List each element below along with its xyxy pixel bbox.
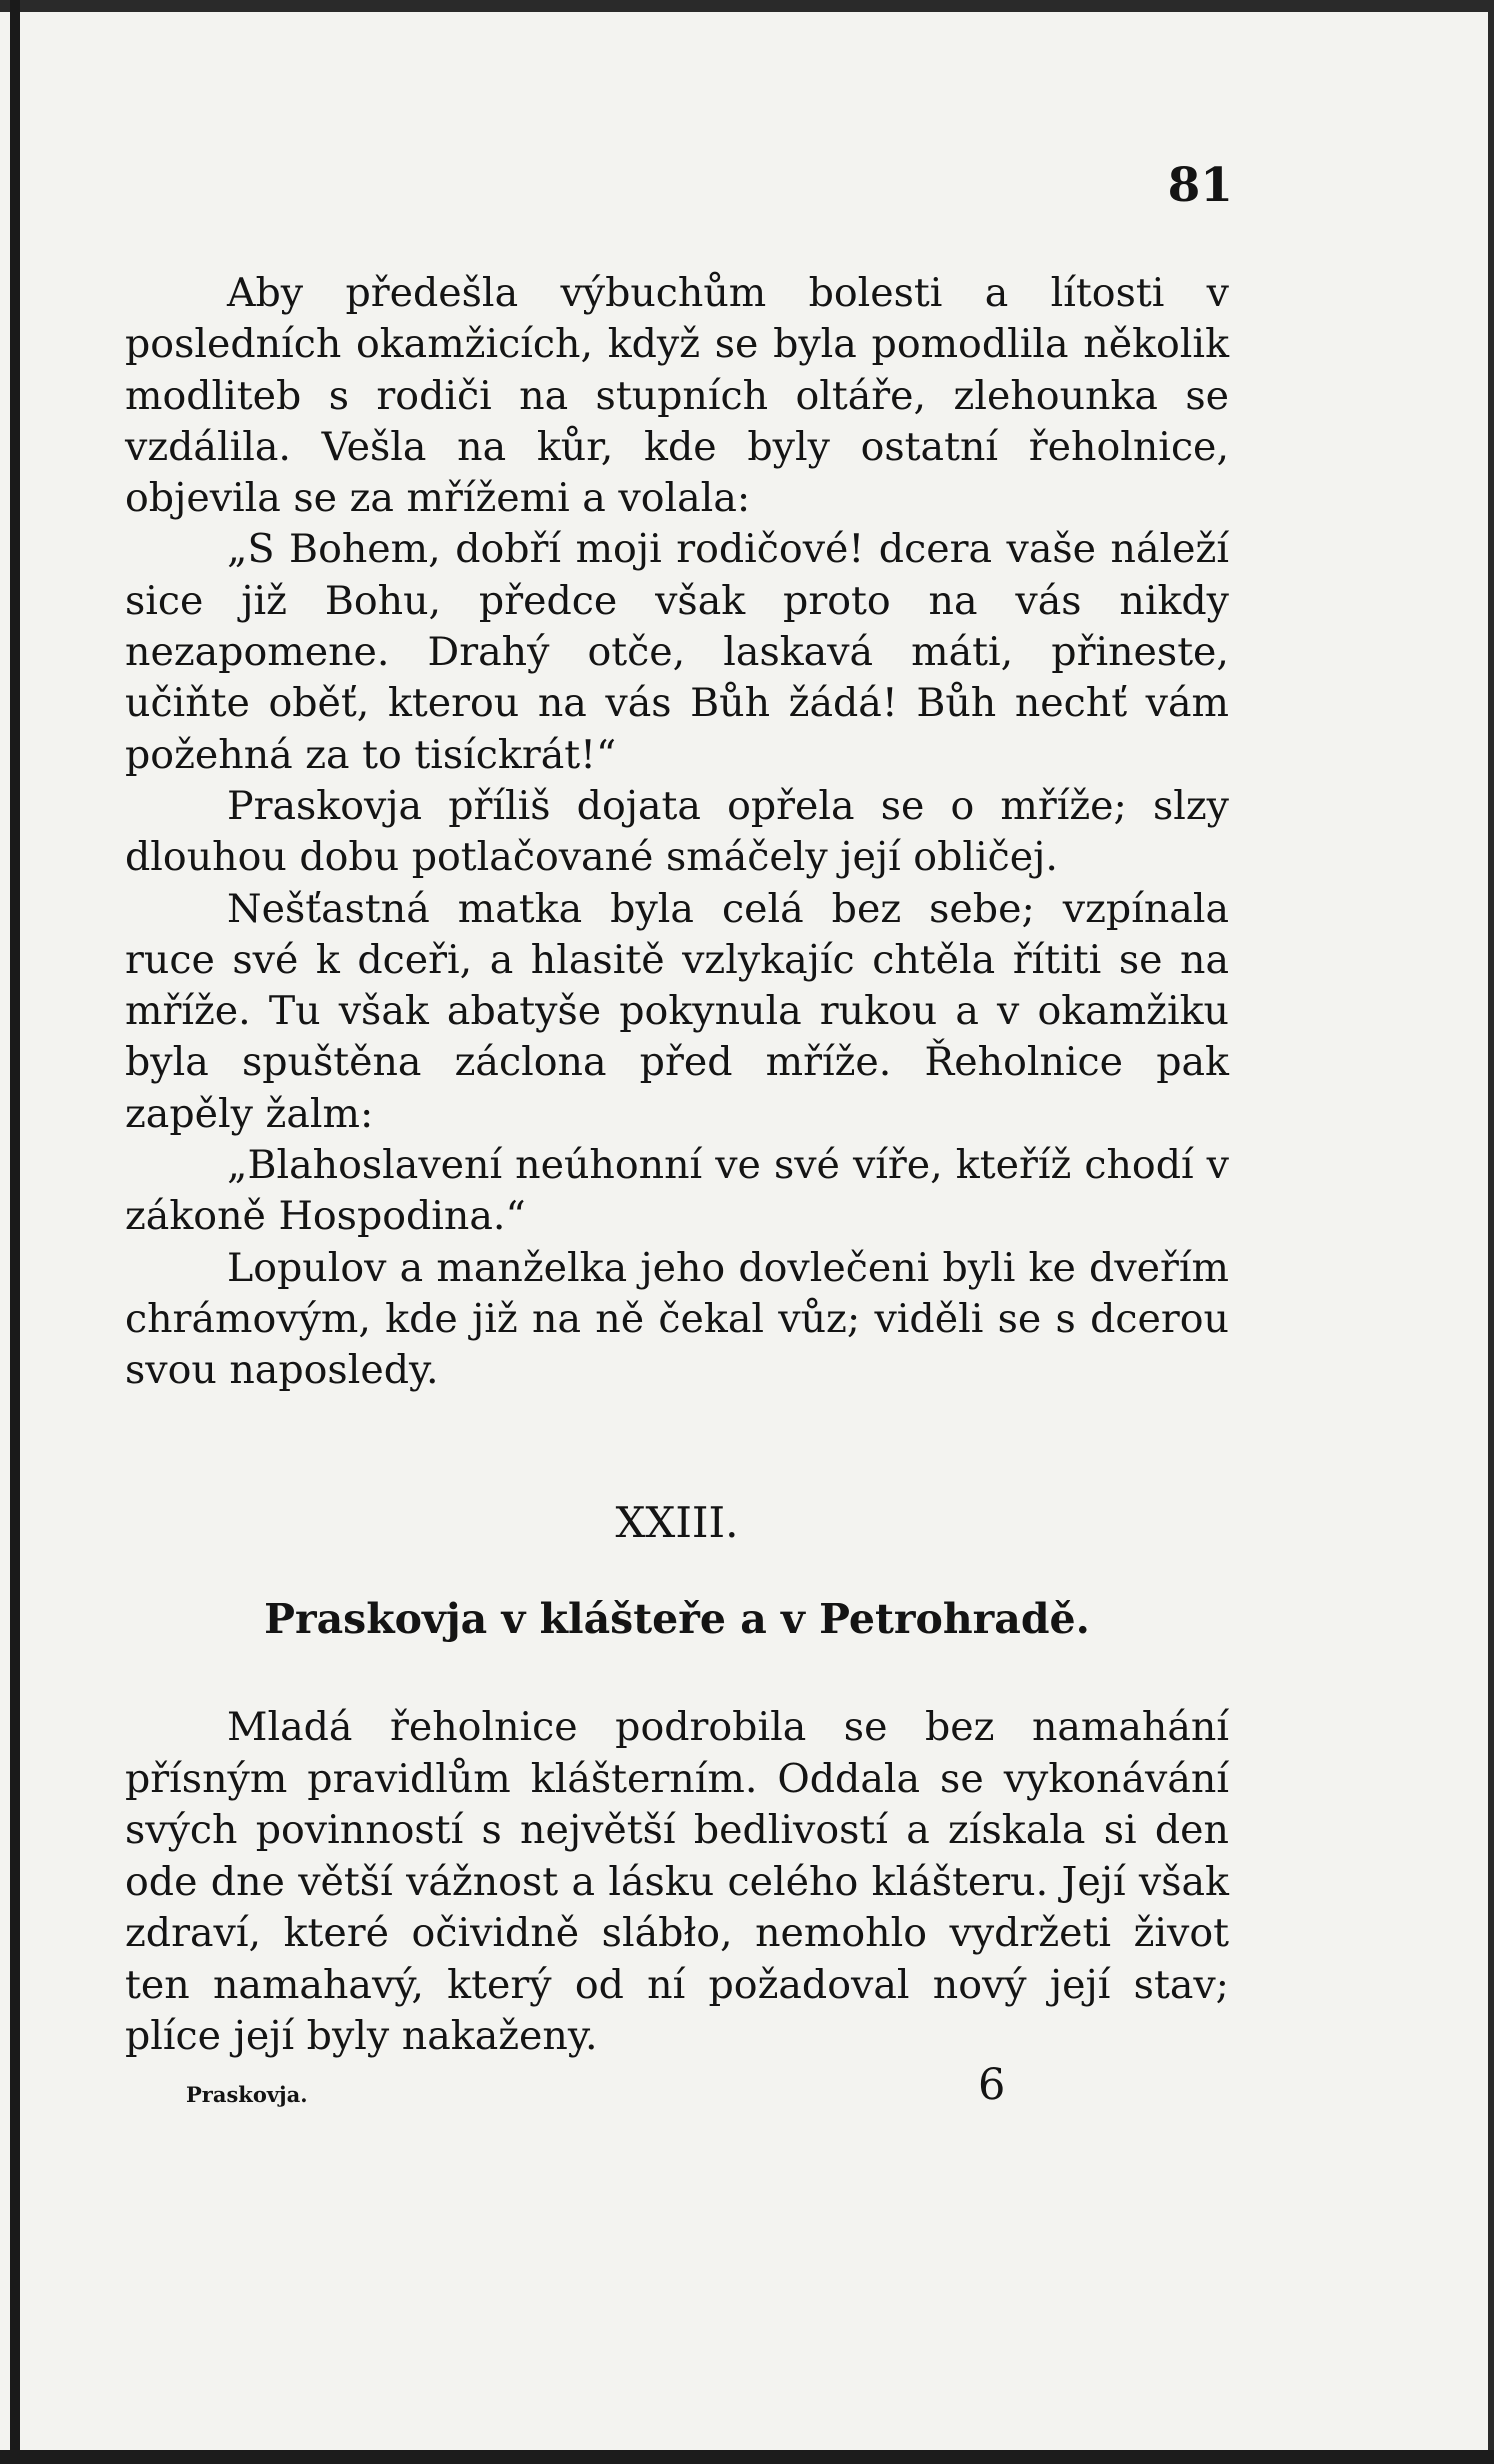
- main-text: [125, 268, 1229, 1397]
- paragraph: Aby předešla výbuchům bolesti a lítosti v posledních okamžicích, když se byla pomodlila několik modliteb s rodiči na stupních oltáře, zlehounka se vzdálila. Vešla na kůr, kde byly ostatní řeholnice, objevila se za mřížemi a volala:: [125, 270, 1229, 522]
- scan-bottom-edge: [0, 2450, 1494, 2464]
- paragraph: „S Bohem, dobří moji rodičové! dcera vaše náleží sice již Bohu, předce však proto na vás nikdy nezapomene. Drahý otče, laskavá máti, přineste, učiňte oběť, kterou na vás Bůh žádá! Bůh nechť vám požehná za to tisíckrát!“: [125, 526, 1229, 778]
- page-number: 81: [1167, 158, 1233, 213]
- signature-mark: Praskovja.: [186, 2082, 308, 2107]
- chapter-number: XXIII.: [615, 1498, 739, 1547]
- scan-right-edge: [1488, 0, 1494, 2464]
- chapter-title: Praskovja v klášteře a v Petrohradě.: [264, 1595, 1090, 1643]
- chapter-text: [125, 1702, 1229, 2063]
- sheet-number: 6: [978, 2060, 1006, 2110]
- paragraph: Lopulov a manželka jeho dovlečeni byli ke dveřím chrámovým, kde již na ně čekal vůz; viděli se s dcerou svou naposledy.: [125, 1244, 1229, 1394]
- scan-top-edge: [0, 0, 1494, 12]
- paragraph: Praskovja příliš dojata opřela se o mříže; slzy dlouhou dobu potlačované smáčely její obličej.: [125, 782, 1229, 881]
- paragraph: „Blahoslavení neúhonní ve své víře, kteříž chodí v zákoně Hospodina.“: [125, 1142, 1229, 1240]
- paragraph: Nešťastná matka byla celá bez sebe; vzpínala ruce své k dceři, a hlasitě vzlykajíc chtěla řítiti se na mříže. Tu však abatyše pokynula rukou a v okamžiku byla spuštěna záclona před mříže. Řeholnice pak zapěly žalm:: [125, 885, 1229, 1137]
- scan-left-edge: [10, 0, 20, 2464]
- paragraph: Mladá řeholnice podrobila se bez namahání přísným pravidlům klášterním. Oddala se vykonávání svých povinností s největší bedlivostí a získala si den ode dne větší vážnost a lásku celého klášteru. Její však zdraví, které očividně slábło, nemohlo vydržeti život ten namahavý, který od ní požadoval nový její stav; plíce její byly nakaženy.: [125, 1704, 1229, 2059]
